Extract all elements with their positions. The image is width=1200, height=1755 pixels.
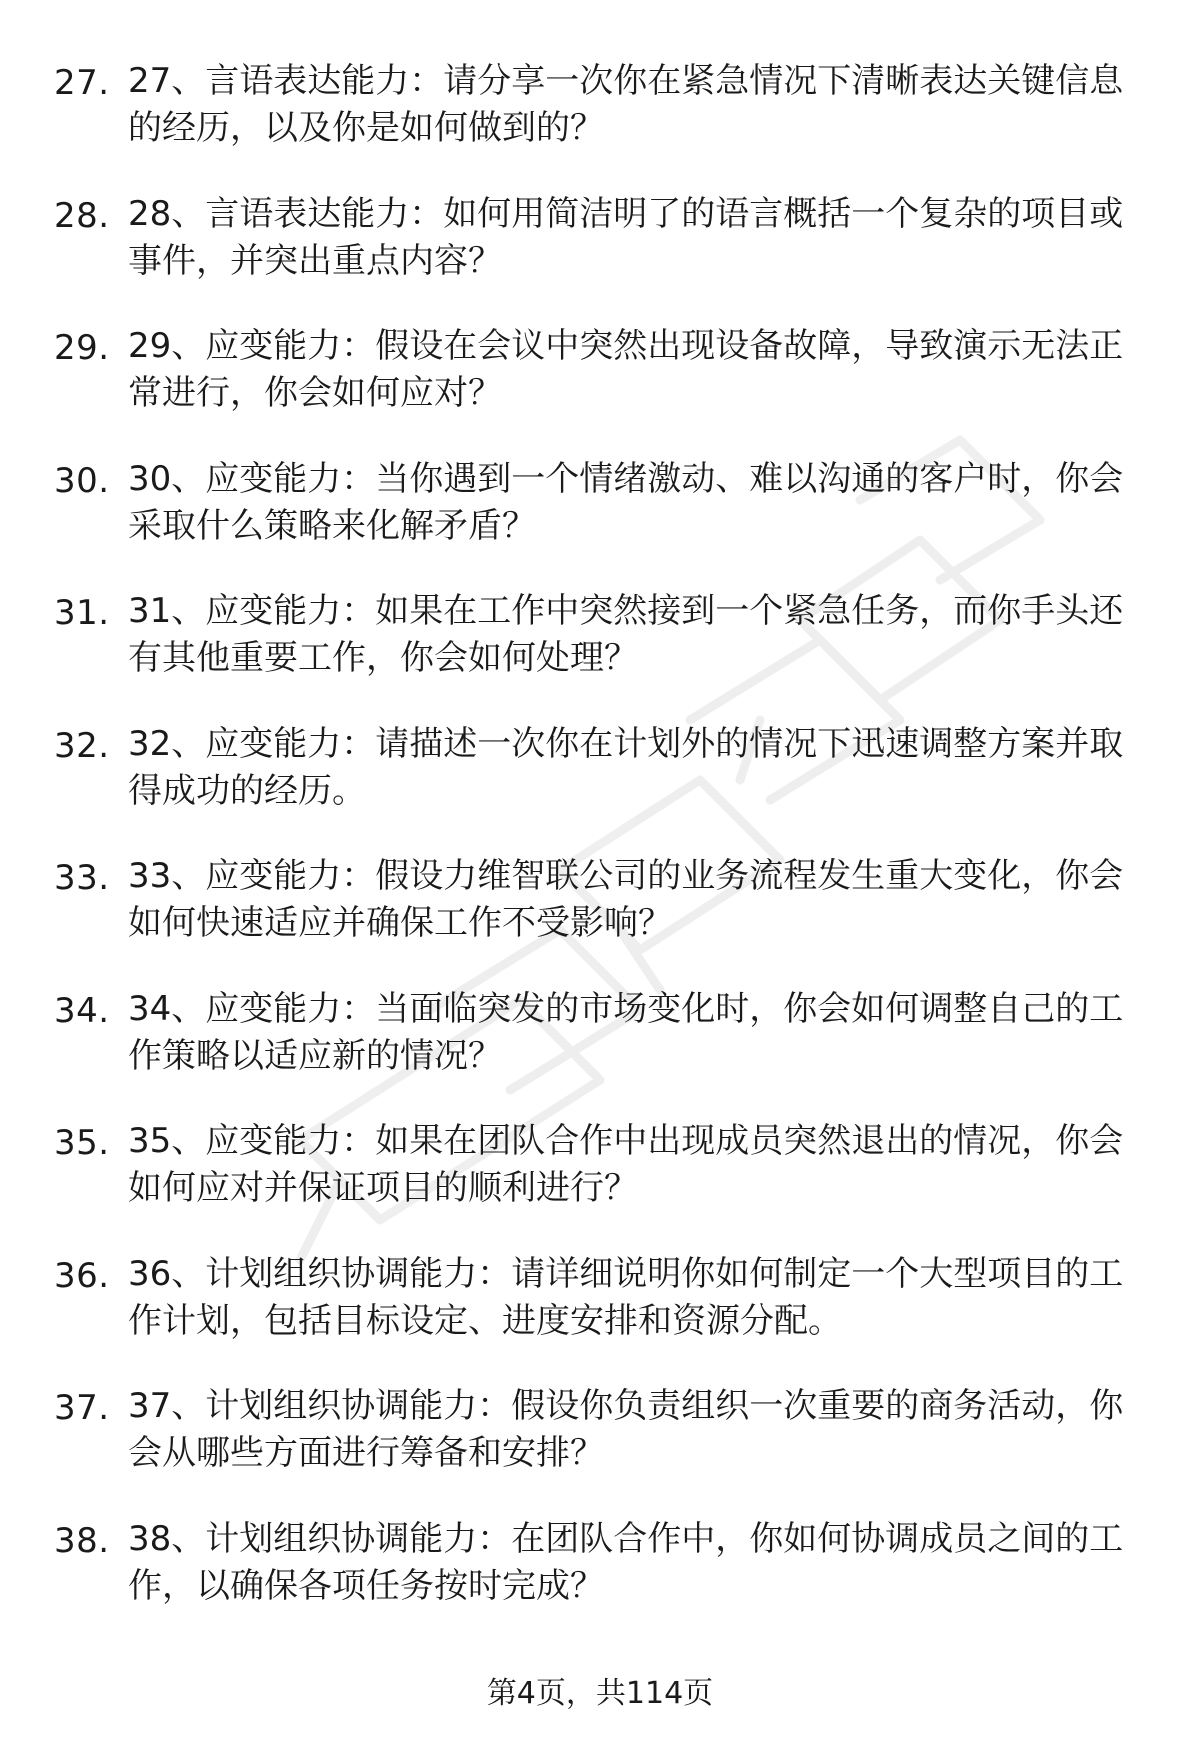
item-number: 35. bbox=[54, 1123, 110, 1163]
item-number: 29. bbox=[54, 328, 110, 368]
list-item bbox=[0, 1383, 1200, 1516]
item-number: 38. bbox=[54, 1520, 110, 1561]
item-number: 34. bbox=[54, 990, 110, 1031]
item-number: 32. bbox=[54, 725, 110, 766]
item-number: 31. bbox=[54, 593, 110, 633]
item-number: 30. bbox=[54, 460, 110, 501]
question-list bbox=[0, 58, 1200, 1648]
list-item bbox=[0, 721, 1200, 854]
question-text: 32、应变能力：请描述一次你在计划外的情况下迅速调整方案并取得成功的经历。 bbox=[128, 723, 1124, 811]
list-item bbox=[0, 323, 1200, 456]
item-number: 33. bbox=[54, 858, 110, 898]
question-text: 27、言语表达能力：请分享一次你在紧急情况下清晰表达关键信息的经历，以及你是如何做到的？ bbox=[128, 61, 1124, 148]
item-number: 37. bbox=[54, 1388, 110, 1428]
question-text: 38、计划组织协调能力：在团队合作中，你如何协调成员之间的工作，以确保各项任务按时完成？ bbox=[128, 1518, 1124, 1606]
list-item bbox=[0, 1516, 1200, 1649]
list-item bbox=[0, 986, 1200, 1119]
question-text: 28、言语表达能力：如何用简洁明了的语言概括一个复杂的项目或事件，并突出重点内容？ bbox=[128, 193, 1124, 281]
question-text: 31、应变能力：如果在工作中突然接到一个紧急任务，而你手头还有其他重要工作，你会如何处理？ bbox=[128, 591, 1124, 678]
list-item bbox=[0, 1118, 1200, 1251]
item-number: 28. bbox=[54, 195, 110, 236]
list-item bbox=[0, 588, 1200, 721]
list-item bbox=[0, 191, 1200, 324]
item-number: 27. bbox=[54, 63, 110, 103]
list-item bbox=[0, 58, 1200, 191]
question-text: 35、应变能力：如果在团队合作中出现成员突然退出的情况，你会如何应对并保证项目的顺利进行？ bbox=[128, 1121, 1124, 1208]
question-text: 34、应变能力：当面临突发的市场变化时，你会如何调整自己的工作策略以适应新的情况？ bbox=[128, 988, 1124, 1076]
list-item bbox=[0, 456, 1200, 589]
question-text: 33、应变能力：假设力维智联公司的业务流程发生重大变化，你会如何快速适应并确保工作不受影响？ bbox=[128, 856, 1124, 943]
item-number: 36. bbox=[54, 1255, 110, 1296]
question-text: 30、应变能力：当你遇到一个情绪激动、难以沟通的客户时，你会采取什么策略来化解矛盾？ bbox=[128, 458, 1124, 546]
list-item bbox=[0, 853, 1200, 986]
question-text: 36、计划组织协调能力：请详细说明你如何制定一个大型项目的工作计划，包括目标设定、进度安排和资源分配。 bbox=[128, 1253, 1124, 1341]
list-item bbox=[0, 1251, 1200, 1384]
page-footer: 第4页，共114页 bbox=[486, 1676, 714, 1711]
question-text: 37、计划组织协调能力：假设你负责组织一次重要的商务活动，你会从哪些方面进行筹备和安排？ bbox=[128, 1386, 1124, 1473]
question-text: 29、应变能力：假设在会议中突然出现设备故障，导致演示无法正常进行，你会如何应对？ bbox=[128, 326, 1124, 413]
